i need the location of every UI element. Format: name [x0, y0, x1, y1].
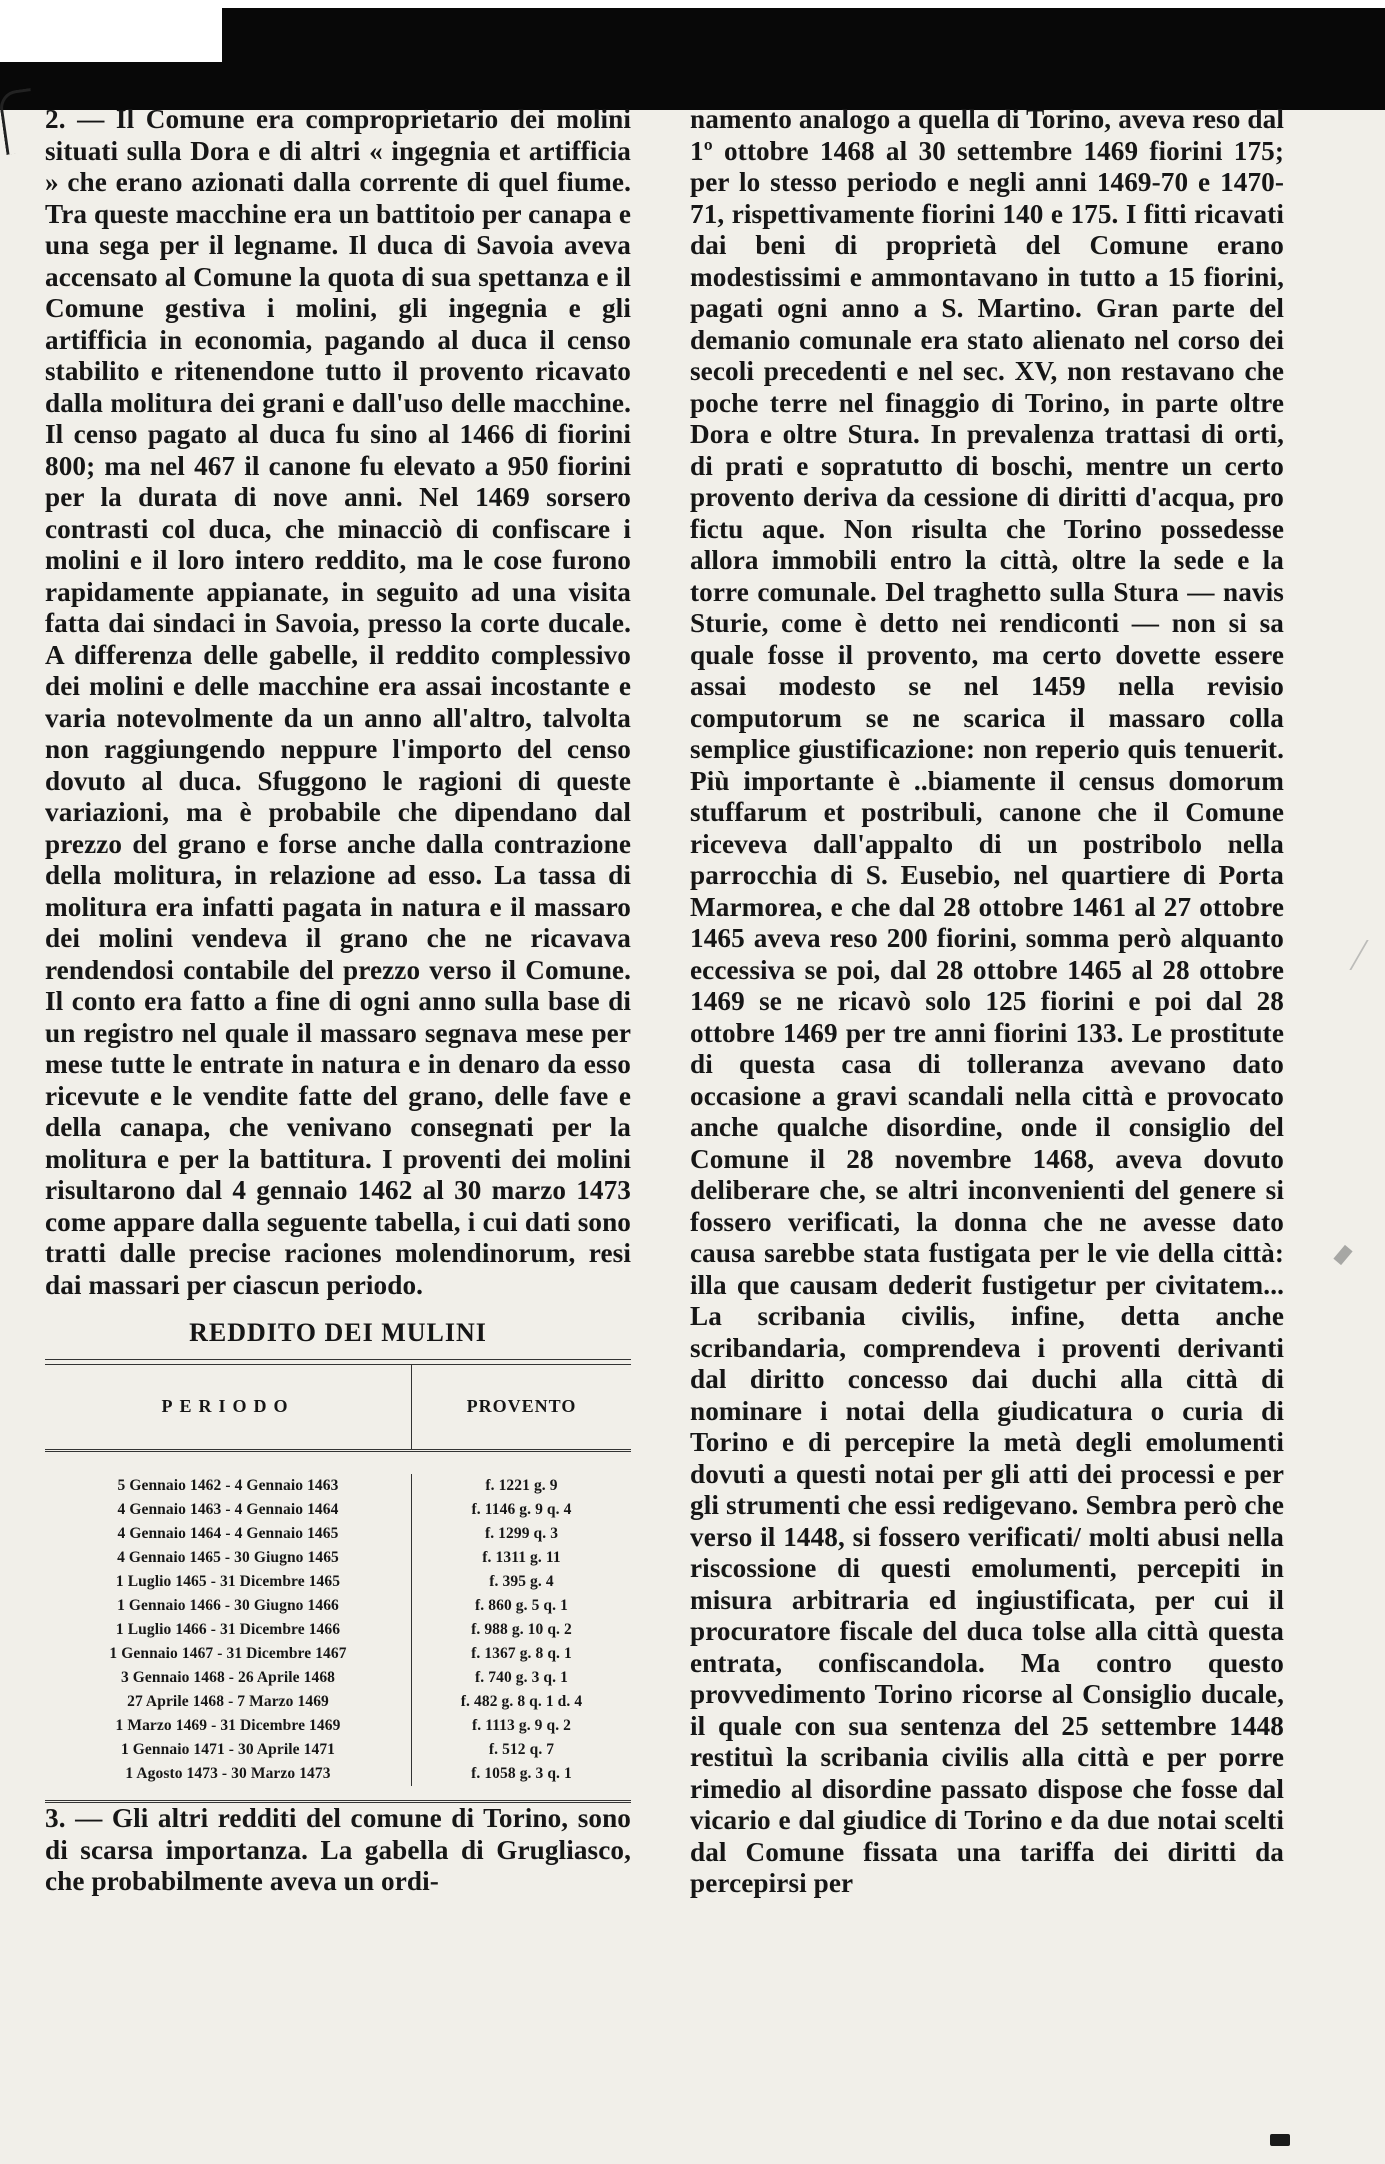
table-body [45, 1452, 631, 1800]
provento-cell: f. 1146 g. 9 q. 4 [471, 1501, 572, 1518]
scan-artifact [1309, 940, 1368, 970]
header-period: PERIODO [45, 1365, 412, 1449]
period-cell: 27 Aprile 1468 - 7 Marzo 1469 [127, 1693, 329, 1710]
period-cell: 1 Luglio 1466 - 31 Dicembre 1466 [115, 1621, 341, 1638]
mill-income-table [45, 1359, 631, 1803]
provento-cell: f. 740 g. 3 q. 1 [475, 1669, 568, 1686]
provento-cell: f. 1367 g. 8 q. 1 [471, 1645, 572, 1662]
period-cell: 1 Gennaio 1471 - 30 Aprile 1471 [120, 1741, 336, 1758]
period-cell: 4 Gennaio 1463 - 4 Gennaio 1464 [117, 1501, 339, 1518]
period-cell: 1 Marzo 1469 - 31 Dicembre 1469 [115, 1717, 341, 1734]
provento-cell: f. 1058 g. 3 q. 1 [471, 1765, 572, 1782]
table-header [45, 1364, 631, 1452]
right-column [690, 104, 1284, 1900]
table-title: REDDITO DEI MULINI [189, 1318, 487, 1347]
left-column [45, 104, 631, 1898]
provento-cell: f. 1221 g. 9 [485, 1477, 558, 1494]
period-cell: 4 Gennaio 1464 - 4 Gennaio 1465 [117, 1525, 339, 1542]
provento-cell: f. 395 g. 4 [489, 1573, 554, 1590]
period-cell: 1 Gennaio 1467 - 31 Dicembre 1467 [109, 1645, 347, 1662]
period-cell: 1 Agosto 1473 - 30 Marzo 1473 [125, 1765, 331, 1782]
provento-cell: f. 1299 q. 3 [484, 1525, 559, 1542]
period-cell: 5 Gennaio 1462 - 4 Gennaio 1463 [117, 1477, 339, 1494]
provento-cell: f. 1113 g. 9 q. 2 [471, 1717, 572, 1734]
provento-cell: f. 1311 g. 11 [482, 1549, 561, 1566]
header-provento: PROVENTO [466, 1396, 577, 1417]
scan-black-bar-left [0, 62, 222, 110]
period-cell: 3 Gennaio 1468 - 26 Aprile 1468 [120, 1669, 336, 1686]
page-number-mark [1270, 2134, 1290, 2146]
provento-cell: f. 512 q. 7 [488, 1741, 555, 1758]
provento-cell: f. 988 g. 10 q. 2 [471, 1621, 572, 1638]
provento-cell: f. 482 g. 8 q. 1 d. 4 [460, 1693, 583, 1710]
scan-artifact [1333, 1245, 1352, 1265]
paragraph-2: 2. — Il Comune era comproprietario dei molini situati sulla Dora e di altri « ingegnia et artifficia » che erano azionati dalla corrente di quel fiume. Tra queste macchine era un battitoio per canapa e una sega per il legname. Il duca di Savoia aveva accensato al Comune la quota di sua spettanza e il Comune gestiva i molini, gli ingegnia e gli artifficia in economia, pagando al duca il censo stabilito e ritenendone tutto il provento ricavato dalla molitura dei grani e dall'uso delle macchine. Il censo pagato al duca fu sino al 1466 di fiorini 800; ma nel 467 il canone fu elevato a 950 fiorini per la durata di nove anni. Nel 1469 sorsero contrasti col duca, che minacciò di confiscare i molini e il loro intero reddito, ma le cose furono rapidamente appianate, in seguito ad una visita fatta dai sindaci in Savoia, presso la corte ducale. A differenza delle gabelle, il reddito complessivo dei molini e delle macchine era assai incostante e varia notevolmente da un anno all'altro, talvolta non raggiungendo neppure l'importo del censo dovuto al duca. Sfuggono le ragioni di queste variazioni, ma è probabile che dipendano dal prezzo del grano e forse anche dalla contrazione della molitura, in relazione ad esso. La tassa di molitura era infatti pagata in natura e il massaro dei molini vendeva il grano che ne ricavava rendendosi contabile del prezzo verso il Comune. Il conto era fatto a fine di ogni anno sulla base di un registro nel quale il massaro segnava mese per mese tutte le entrate in natura e in denaro da esso ricevute e le vendite fatte del grano, delle fave e della canapa, che venivano consegnati per la molitura e per la battitura. I proventi dei molini risultarono dal 4 gennaio 1462 al 30 marzo 1473 come appare dalla seguente tabella, i cui dati sono tratti dalle precise raciones molendinorum, resi dai massari per ciascun periodo. [45, 104, 631, 1300]
provento-cell: f. 860 g. 5 q. 1 [475, 1597, 568, 1614]
period-cell: 4 Gennaio 1465 - 30 Giugno 1465 [117, 1549, 339, 1566]
provento-column [412, 1474, 631, 1786]
period-column [45, 1474, 412, 1786]
right-column-text: namento analogo a quella di Torino, aveva reso dal 1º ottobre 1468 al 30 settembre 1469 fiorini 175; per lo stesso periodo e negli anni 1469-70 e 1470-71, rispettivamente fiorini 140 e 175. I fitti ricavati dai beni di proprietà del Comune erano modestissimi e ammontavano in tutto a 15 fiorini, pagati ogni anno a S. Martino. Gran parte del demanio comunale era stato alienato nel corso dei secoli precedenti e nel sec. XV, non restavano che poche terre nel finaggio di Torino, in parte oltre Dora e oltre Stura. In prevalenza trattasi di orti, di prati e sopratutto di boschi, mentre un certo provento deriva da cessione di diritti d'acqua, pro fictu aque. Non risulta che Torino possedesse allora immobili entro la città, oltre la sede e la torre comunale. Del traghetto sulla Stura — navis Sturie, come è detto nei rendiconti — non si sa quale fosse il provento, ma certo dovette essere assai modesto se nel 1459 nella revisio computorum se ne scarica il massaro colla semplice giustificazione: non reperio quis tenuerit. Più importante è ..biamente il census domorum stuffarum et postribuli, canone che il Comune riceveva dall'appalto di un postribolo nella parrocchia di S. Eusebio, nel quartiere di Porta Marmorea, e che dal 28 ottobre 1461 al 27 ottobre 1465 aveva reso 200 fiorini, somma però alquanto eccessiva se poi, dal 28 ottobre 1465 al 28 ottobre 1469 se ne ricavò solo 125 fiorini e poi dal 28 ottobre 1469 per tre anni fiorini 133. Le prostitute di questa casa di tolleranza avevano dato occasione a gravi scandali nella città e provocato anche qualche disordine, onde il consiglio del Comune il 28 novembre 1468, aveva dovuto deliberare che, se altri inconvenienti del genere si fossero verificati, la donna che ne avesse dato causa sarebbe stata fustigata per le vie della città: illa que causam dederit fustigetur per civitatem... La scribania civilis, infine, detta anche scribandaria, comprendeva i proventi derivanti dal diritto concesso dai duchi alla città di nominare i notai della giudicatura o curia di Torino e di percepire la metà degli emolumenti dovuti a questi notai per gli atti dei processi e per gli strumenti che essi redigevano. Sembra però che verso il 1448, si fossero verificati/ molti abusi nella riscossione di questi emolumenti, percepiti in misura arbitraria ed ingiustificata, per cui il procuratore fiscale del duca tolse alla città questa entrata, confiscandola. Ma contro questo provvedimento Torino ricorse al Consiglio ducale, il quale con sua sentenza del 25 settembre 1448 restituì la scribania civilis alla città e per porre rimedio al disordine passato dispose che fosse dal vicario e dal giudice di Torino e da due notai scelti dal Comune fissata una tariffa dei diritti da percepirsi per [690, 104, 1284, 1898]
period-cell: 1 Gennaio 1466 - 30 Giugno 1466 [117, 1597, 339, 1614]
period-cell: 1 Luglio 1465 - 31 Dicembre 1465 [115, 1573, 341, 1590]
scan-black-bar [222, 8, 1385, 110]
paragraph-3: 3. — Gli altri redditi del comune di Torino, sono di scarsa importanza. La gabella di Grugliasco, che probabilmente aveva un ordi- [45, 1803, 631, 1896]
